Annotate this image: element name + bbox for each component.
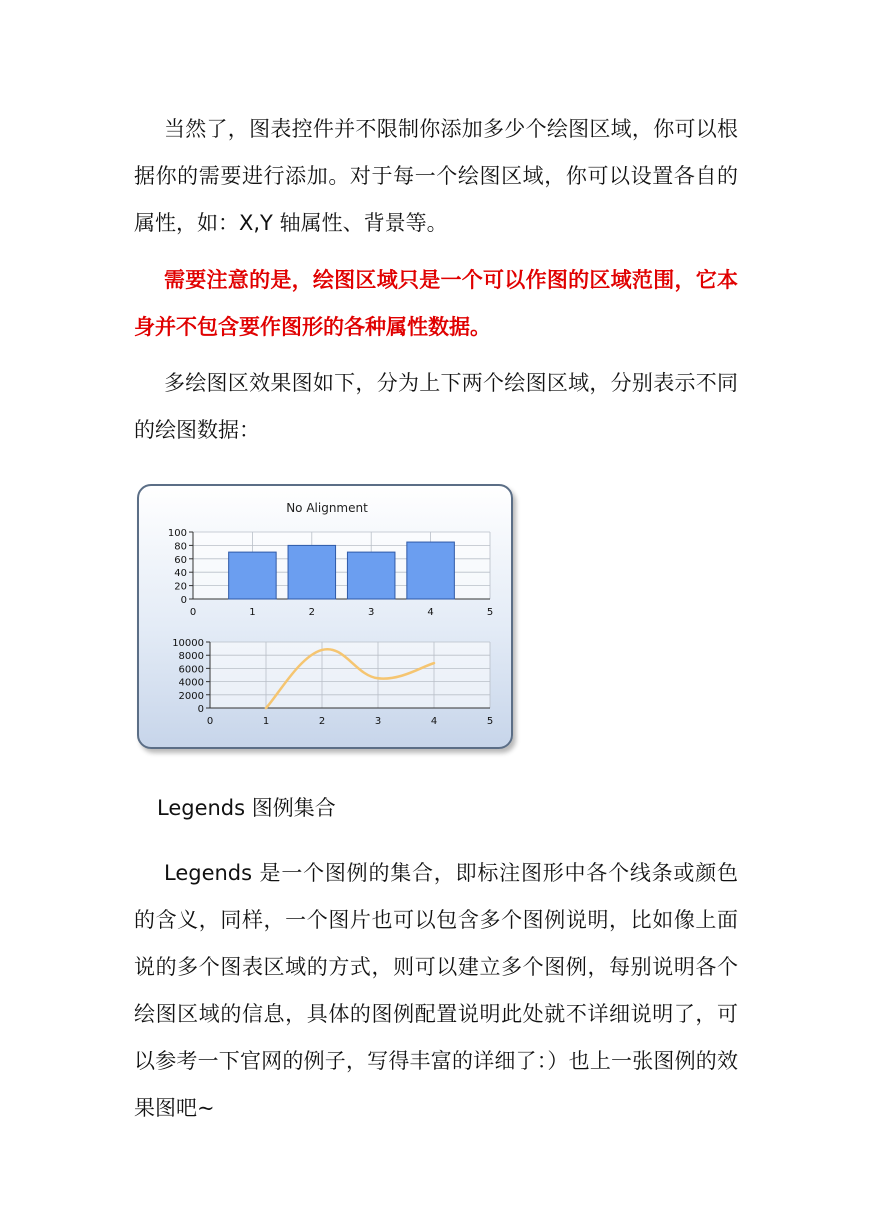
line-chart-xtick-label: 5	[486, 716, 494, 727]
chart-title: No Alignment	[286, 501, 368, 515]
chart-area-top	[168, 528, 493, 618]
p1-end-text: 轴属性、背景等。	[272, 211, 448, 235]
bar-chart-xtick-label: 1	[249, 607, 256, 618]
bar-chart-ytick-label: 20	[174, 581, 187, 593]
line-chart-ytick-label: 10000	[172, 638, 204, 649]
line-chart-ytick-label: 4000	[178, 677, 204, 689]
paragraph-note: 需要注意的是，绘图区域只是一个可以作图的区域范围，它本身并不包含要作图形的各种属性数据。	[134, 267, 738, 339]
line-chart-xtick-label: 2	[318, 716, 326, 727]
line-chart-ytick-label: 8000	[178, 651, 204, 663]
bar-2	[288, 545, 336, 599]
line-chart-plot-bg	[210, 642, 490, 708]
heading-latin: Legends	[157, 796, 246, 820]
bar-chart-ytick-label: 0	[180, 595, 187, 606]
p4-text: 是一个图例的集合，即标注图形中各个线条或颜色的含义，同样，一个图片也可以包含多个图例说明，比如像上面说的多个图表区域的方式，则可以建立多个图例，每别说明各个绘图区域的信息，具体的图例配置说明此处就不详细说明了，可以参考一下官网的例子，写得丰富的详细了：）也上一张图例的效果图吧~	[134, 861, 738, 1120]
bar-chart-ytick-label: 60	[174, 554, 187, 566]
bar-4	[407, 542, 455, 599]
multi-area-chart-image	[137, 484, 513, 749]
line-chart-ytick-label: 2000	[178, 690, 204, 702]
bar-chart-ytick-label: 40	[174, 568, 187, 580]
p1-text: 当然了，图表控件并不限制你添加多少个绘图区域，你可以根据你的需要进行添加。对于每一个绘图区域，你可以设置各自的属性，如：	[134, 117, 738, 235]
line-chart-xtick-label: 3	[374, 716, 382, 727]
bar-chart-xtick-label: 3	[368, 607, 375, 618]
section-heading-legends	[157, 785, 557, 832]
bar-chart-xtick-label: 5	[486, 607, 494, 618]
bar-1	[229, 552, 277, 599]
heading-cjk: 图例集合	[245, 796, 336, 820]
line-chart-ytick-label: 0	[197, 704, 204, 715]
paragraph-chart-areas	[134, 106, 738, 247]
line-chart-xtick-label: 0	[206, 716, 214, 727]
line-chart-xtick-label: 1	[262, 716, 270, 727]
paragraph-legends	[134, 850, 738, 1132]
bar-chart-xtick-label: 2	[308, 607, 315, 618]
chart-canvas	[139, 486, 511, 747]
bar-3	[347, 552, 395, 599]
p1-xy-text: X,Y	[239, 211, 273, 235]
line-chart-ytick-label: 6000	[178, 664, 204, 676]
bar-chart-ytick-label: 100	[167, 528, 187, 539]
bar-chart-xtick-label: 0	[189, 607, 197, 618]
chart-area-bottom	[172, 638, 493, 727]
bar-chart-ytick-label: 80	[174, 541, 187, 553]
p4-latin: Legends	[164, 861, 253, 885]
line-chart-xtick-label: 4	[430, 716, 438, 727]
bar-chart-xtick-label: 4	[427, 607, 434, 618]
paragraph-multi-area-intro: 多绘图区效果图如下，分为上下两个绘图区域，分别表示不同的绘图数据：	[134, 371, 738, 442]
